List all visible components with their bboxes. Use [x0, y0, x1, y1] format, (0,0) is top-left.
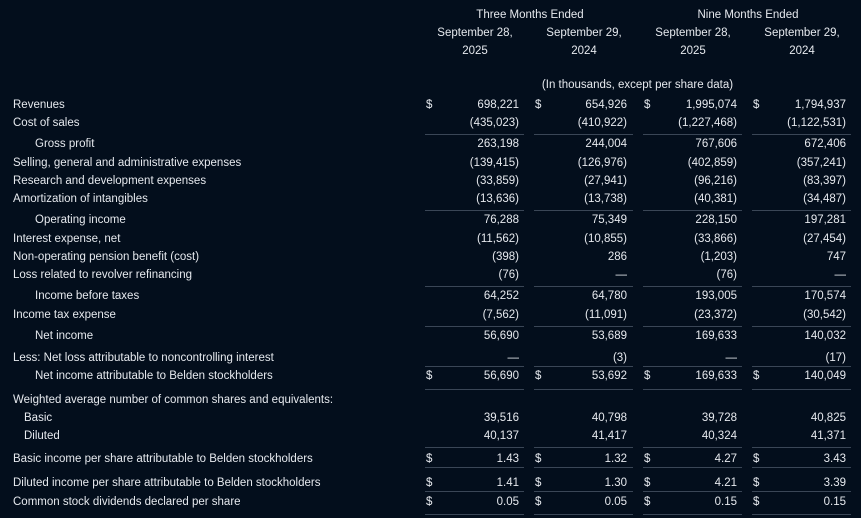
cell-value: (357,241) — [796, 157, 846, 169]
row-label: Non-operating pension benefit (cost) — [13, 251, 200, 263]
table-row — [0, 306, 861, 324]
row-divider — [534, 514, 633, 515]
row-label: Amortization of intangibles — [13, 193, 148, 205]
column-header-date: September 28, — [655, 27, 731, 39]
cell-value: 40,798 — [591, 412, 627, 424]
cell-value: 0.05 — [496, 496, 519, 508]
cell-value: (33,866) — [694, 233, 737, 245]
cell-value: (27,454) — [803, 233, 846, 245]
currency-symbol: $ — [426, 99, 433, 111]
row-label: Gross profit — [35, 138, 95, 150]
column-header — [752, 24, 852, 60]
cell-value: 41,371 — [810, 430, 846, 442]
currency-symbol: $ — [753, 370, 760, 382]
cell-value: (1,203) — [700, 251, 737, 263]
column-header — [643, 24, 743, 60]
cell-value: 654,926 — [585, 99, 627, 111]
cell-value: 747 — [826, 251, 846, 263]
currency-symbol: $ — [753, 99, 760, 111]
currency-symbol: $ — [535, 477, 542, 489]
column-header-year: 2024 — [789, 45, 815, 57]
row-label: Net income attributable to Belden stockholders — [35, 370, 273, 382]
cell-value: (34,487) — [803, 193, 846, 205]
row-label: Cost of sales — [13, 117, 80, 129]
cell-value: 193,005 — [695, 290, 737, 302]
currency-symbol: $ — [644, 453, 651, 465]
row-divider — [534, 447, 633, 448]
cell-value: 169,633 — [695, 370, 737, 382]
currency-symbol: $ — [644, 370, 651, 382]
row-label: Diluted — [24, 430, 60, 442]
row-label: Research and development expenses — [13, 175, 207, 187]
table-row — [0, 450, 861, 468]
row-divider — [752, 389, 851, 390]
table-row — [0, 135, 861, 153]
row-label: Diluted income per share attributable to Belden stockholders — [13, 477, 321, 489]
currency-symbol: $ — [644, 99, 651, 111]
cell-value: 1.32 — [604, 453, 627, 465]
currency-symbol: $ — [535, 370, 542, 382]
column-header-date: September 28, — [437, 27, 513, 39]
row-label: Net income — [35, 330, 94, 342]
table-row — [0, 427, 861, 445]
cell-value: (398) — [492, 251, 519, 263]
column-header-year: 2024 — [571, 45, 597, 57]
row-label: Revenues — [13, 99, 65, 111]
currency-symbol: $ — [426, 477, 433, 489]
cell-value: (33,859) — [476, 175, 519, 187]
column-header-date: September 29, — [546, 27, 622, 39]
cell-value: 75,349 — [591, 214, 627, 226]
cell-value: 40,137 — [483, 430, 519, 442]
cell-value: 39,516 — [483, 412, 519, 424]
table-row — [0, 154, 861, 172]
cell-value: 170,574 — [804, 290, 846, 302]
currency-symbol: $ — [644, 477, 651, 489]
cell-value: — — [834, 269, 846, 281]
cell-value: (23,372) — [694, 309, 737, 321]
cell-value: (435,023) — [469, 117, 519, 129]
cell-value: 228,150 — [695, 214, 737, 226]
row-divider — [643, 447, 742, 448]
currency-symbol: $ — [535, 99, 542, 111]
row-label: Common stock dividends declared per share — [13, 496, 241, 508]
cell-value: (11,562) — [477, 233, 519, 245]
table-row — [0, 190, 861, 208]
cell-value: 286 — [607, 251, 627, 263]
cell-value: 1,794,937 — [794, 99, 846, 111]
cell-value: (1,122,531) — [787, 117, 846, 129]
cell-value: (96,216) — [694, 175, 737, 187]
row-label: Income tax expense — [13, 309, 116, 321]
cell-value: 3.39 — [823, 477, 846, 489]
cell-value: (11,091) — [585, 309, 627, 321]
cell-value: 40,825 — [810, 412, 846, 424]
table-row — [0, 367, 861, 385]
cell-value: 1.43 — [496, 453, 519, 465]
cell-value: 767,606 — [695, 138, 737, 150]
cell-value: (76) — [498, 269, 519, 281]
row-divider — [425, 447, 524, 448]
cell-value: 56,690 — [483, 370, 519, 382]
cell-value: 4.21 — [714, 477, 737, 489]
cell-value: 140,049 — [804, 370, 846, 382]
currency-symbol: $ — [426, 370, 433, 382]
cell-value: 698,221 — [477, 99, 519, 111]
cell-value: 39,728 — [701, 412, 737, 424]
row-label: Less: Net loss attributable to noncontrolling interest — [13, 352, 274, 364]
cell-value: 672,406 — [804, 138, 846, 150]
table-row — [0, 96, 861, 114]
cell-value: (410,922) — [577, 117, 627, 129]
table-row — [0, 230, 861, 248]
cell-value: (30,542) — [803, 309, 846, 321]
cell-value: — — [507, 352, 519, 364]
cell-value: (76) — [716, 269, 737, 281]
cell-value: — — [615, 269, 627, 281]
table-row — [0, 287, 861, 305]
cell-value: 1.30 — [604, 477, 627, 489]
column-header — [534, 24, 634, 60]
cell-value: (27,941) — [584, 175, 627, 187]
table-row — [0, 266, 861, 284]
cell-value: 0.05 — [604, 496, 627, 508]
currency-symbol: $ — [535, 496, 542, 508]
cell-value: (13,738) — [584, 193, 627, 205]
cell-value: 53,689 — [591, 330, 627, 342]
currency-symbol: $ — [426, 496, 433, 508]
cell-value: 244,004 — [585, 138, 627, 150]
cell-value: (13,636) — [476, 193, 519, 205]
cell-value: (17) — [825, 352, 846, 364]
row-divider — [752, 514, 851, 515]
cell-value: 3.43 — [823, 453, 846, 465]
table-row — [0, 248, 861, 266]
column-header-date: September 29, — [764, 27, 840, 39]
currency-symbol: $ — [535, 453, 542, 465]
cell-value: 169,633 — [695, 330, 737, 342]
row-label: Basic income per share attributable to Belden stockholders — [13, 453, 313, 465]
header-three-months: Three Months Ended — [476, 9, 584, 21]
table-row — [0, 409, 861, 427]
row-divider — [643, 514, 742, 515]
row-label: Interest expense, net — [13, 233, 121, 245]
cell-value: (10,855) — [584, 233, 627, 245]
table-row — [0, 211, 861, 229]
cell-value: (40,381) — [694, 193, 737, 205]
cell-value: 1.41 — [496, 477, 519, 489]
row-label: Selling, general and administrative expenses — [13, 157, 242, 169]
cell-value: (83,397) — [803, 175, 846, 187]
currency-symbol: $ — [753, 453, 760, 465]
column-header-year: 2025 — [680, 45, 706, 57]
cell-value: 0.15 — [823, 496, 846, 508]
cell-value: — — [725, 352, 737, 364]
currency-symbol: $ — [753, 496, 760, 508]
row-divider — [643, 389, 742, 390]
currency-symbol: $ — [753, 477, 760, 489]
row-label: Basic — [24, 412, 53, 424]
currency-symbol: $ — [426, 453, 433, 465]
table-row — [0, 327, 861, 345]
row-label: Income before taxes — [35, 290, 140, 302]
cell-value: (7,562) — [482, 309, 519, 321]
header-nine-months: Nine Months Ended — [697, 9, 799, 21]
table-row — [0, 114, 861, 132]
table-row — [0, 391, 861, 409]
cell-value: 56,690 — [483, 330, 519, 342]
cell-value: 76,288 — [483, 214, 519, 226]
row-divider — [425, 514, 524, 515]
cell-value: (139,415) — [469, 157, 519, 169]
column-header — [425, 24, 525, 60]
cell-value: 40,324 — [701, 430, 737, 442]
cell-value: 140,032 — [804, 330, 846, 342]
table-row — [0, 349, 861, 367]
cell-value: (126,976) — [577, 157, 627, 169]
cell-value: 0.15 — [714, 496, 737, 508]
row-divider — [534, 389, 633, 390]
cell-value: 64,252 — [483, 290, 519, 302]
cell-value: 4.27 — [714, 453, 737, 465]
cell-value: 197,281 — [804, 214, 846, 226]
cell-value: (1,227,468) — [678, 117, 737, 129]
cell-value: (402,859) — [687, 157, 737, 169]
cell-value: (3) — [612, 352, 627, 364]
table-row — [0, 474, 861, 492]
cell-value: 53,692 — [591, 370, 627, 382]
column-header-year: 2025 — [462, 45, 488, 57]
cell-value: 64,780 — [591, 290, 627, 302]
row-divider — [752, 447, 851, 448]
table-row — [0, 493, 861, 511]
cell-value: 41,417 — [591, 430, 627, 442]
table-row — [0, 172, 861, 190]
row-label: Weighted average number of common shares and equivalents: — [13, 394, 334, 406]
row-label: Operating income — [35, 214, 126, 226]
cell-value: 1,995,074 — [685, 99, 737, 111]
units-subheader: (In thousands, except per share data) — [541, 79, 734, 91]
row-label: Loss related to revolver refinancing — [13, 269, 192, 281]
cell-value: 263,198 — [477, 138, 519, 150]
row-divider — [425, 389, 524, 390]
currency-symbol: $ — [644, 496, 651, 508]
